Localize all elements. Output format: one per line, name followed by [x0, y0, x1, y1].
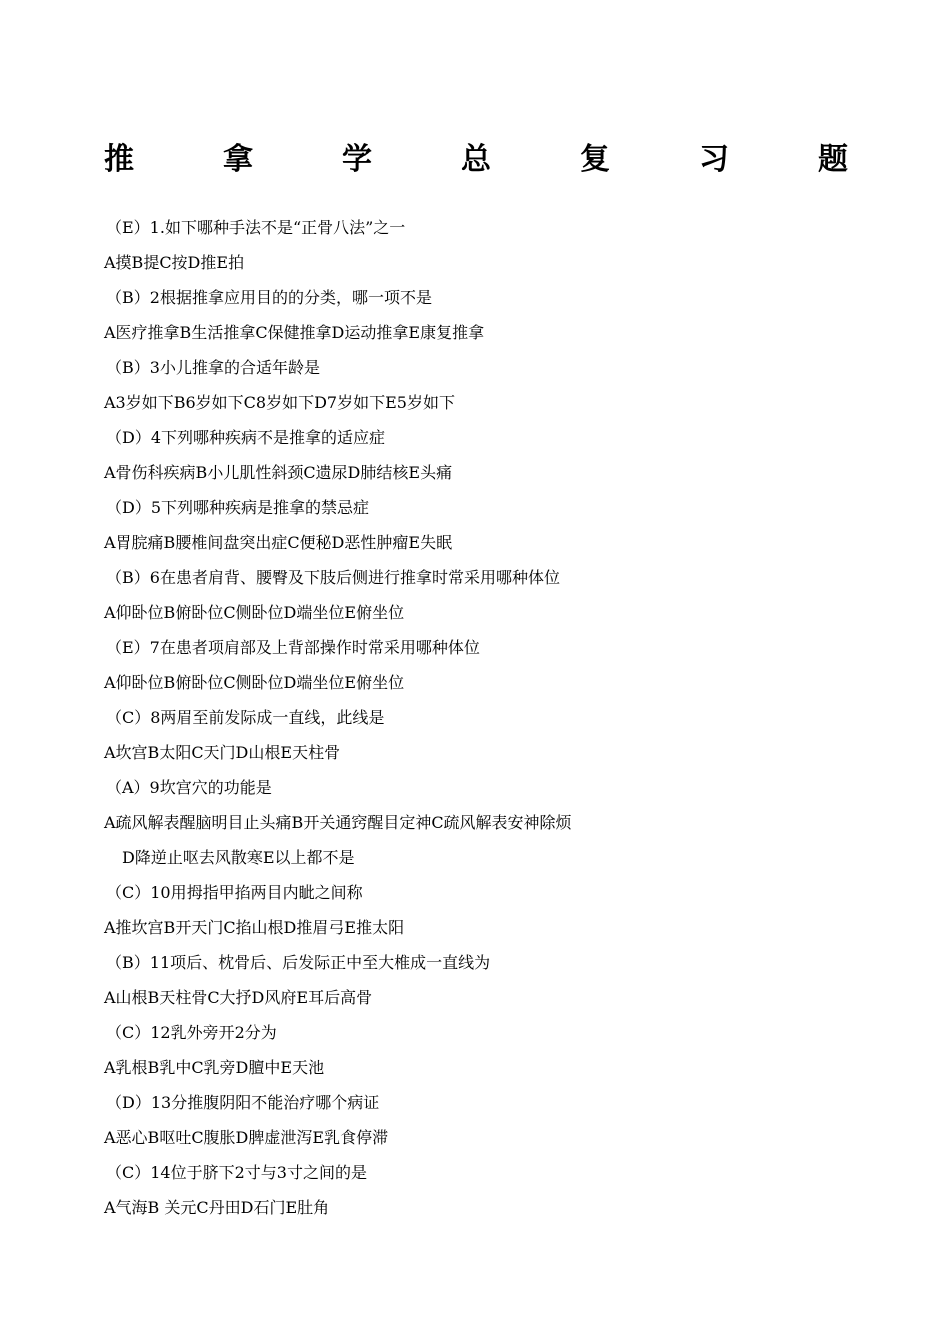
question-line: （C）12乳外旁开2分为 — [106, 1023, 277, 1042]
question-line: （C）14位于脐下2寸与3寸之间的是 — [106, 1163, 367, 1182]
question-line: （B）2根据推拿应用目的的分类，哪一项不是 — [106, 288, 432, 307]
question-line: （C）8两眉至前发际成一直线，此线是 — [106, 708, 385, 727]
options-line: A气海B 关元C丹田D石门E肚角 — [104, 1198, 330, 1217]
options-line-continued: D降逆止呕去风散寒E以上都不是 — [122, 848, 355, 867]
question-line: （D）13分推腹阴阳不能治疗哪个病证 — [106, 1093, 380, 1112]
options-line: A疏风解表醒脑明目止头痛B开关通窍醒目定神C疏风解表安神除烦 — [104, 813, 572, 832]
options-line: A推坎宫B开天门C掐山根D推眉弓E推太阳 — [104, 918, 405, 937]
question-line: （C）10用拇指甲掐两目内眦之间称 — [106, 883, 363, 902]
question-line: （E）7在患者项肩部及上背部操作时常采用哪种体位 — [106, 638, 480, 657]
options-line: A医疗推拿B生活推拿C保健推拿D运动推拿E康复推拿 — [104, 323, 485, 342]
title-char: 习 — [699, 142, 729, 177]
title-char: 拿 — [223, 142, 253, 177]
title-char: 推 — [104, 142, 134, 177]
options-line: A仰卧位B俯卧位C侧卧位D端坐位E俯坐位 — [104, 603, 405, 622]
question-line: （E）1.如下哪种手法不是“正骨八法”之一 — [106, 218, 406, 237]
options-line: A摸B提C按D推E拍 — [104, 253, 245, 272]
title-char: 学 — [342, 142, 372, 177]
question-line: （D）5下列哪种疾病是推拿的禁忌症 — [106, 498, 370, 517]
options-line: A山根B天柱骨C大抒D风府E耳后高骨 — [104, 988, 373, 1007]
options-line: A3岁如下B6岁如下C8岁如下D7岁如下E5岁如下 — [104, 393, 455, 412]
title-char: 总 — [461, 142, 491, 177]
options-line: A乳根B乳中C乳旁D膻中E天池 — [104, 1058, 325, 1077]
options-line: A骨伤科疾病B小儿肌性斜颈C遗尿D肺结核E头痛 — [104, 463, 453, 482]
question-list — [104, 210, 864, 1225]
question-line: （B）11项后、枕骨后、后发际正中至大椎成一直线为 — [106, 953, 491, 972]
question-line: （B）6在患者肩背、腰臀及下肢后侧进行推拿时常采用哪种体位 — [106, 568, 560, 587]
question-line: （B）3小儿推拿的合适年龄是 — [106, 358, 320, 377]
options-line: A仰卧位B俯卧位C侧卧位D端坐位E俯坐位 — [104, 673, 405, 692]
question-line: （D）4下列哪种疾病不是推拿的适应症 — [106, 428, 386, 447]
title-char: 题 — [818, 142, 848, 177]
question-line: （A）9坎宫穴的功能是 — [106, 778, 272, 797]
page-title — [104, 140, 848, 180]
options-line: A坎宫B太阳C天门D山根E天柱骨 — [104, 743, 341, 762]
options-line: A胃脘痛B腰椎间盘突出症C便秘D恶性肿瘤E失眠 — [104, 533, 453, 552]
options-line: A恶心B呕吐C腹胀D脾虚泄泻E乳食停滞 — [104, 1128, 389, 1147]
title-char: 复 — [580, 142, 610, 177]
